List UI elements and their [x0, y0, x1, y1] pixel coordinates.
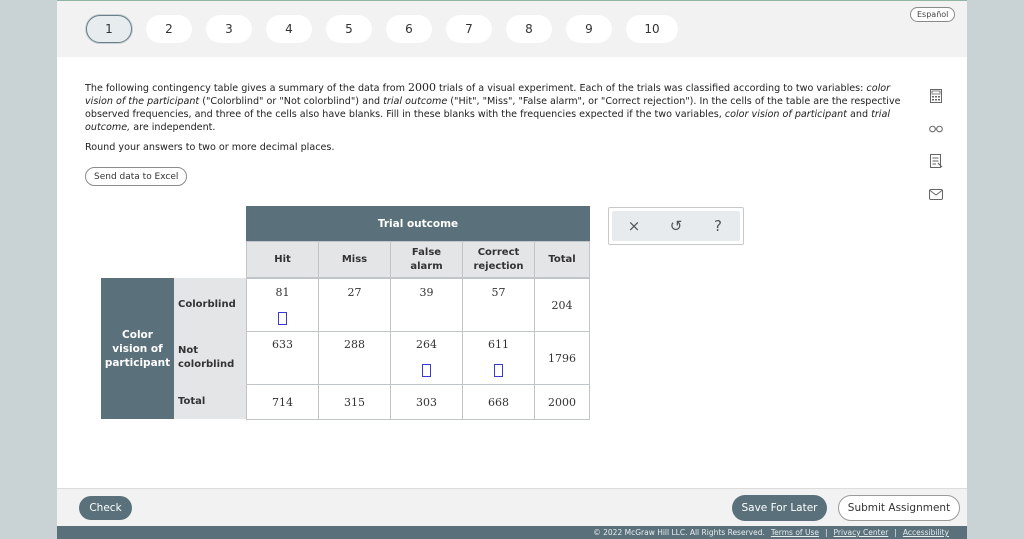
question-2-button[interactable]: 2	[146, 15, 192, 43]
prompt-text-2: trials of a visual experiment. Each of the trials was classified according to two variables:	[435, 83, 867, 94]
calculator-icon[interactable]	[927, 87, 945, 105]
cell-total-miss	[318, 384, 391, 420]
prompt-text-5: and	[846, 109, 872, 120]
observed-value: 27	[347, 286, 362, 299]
mail-icon[interactable]	[927, 185, 945, 203]
cell-not-colorblind-false-alarm	[390, 331, 463, 385]
row-label-not-colorblind-line1: Not	[178, 344, 199, 356]
cell-not-colorblind-hit	[246, 331, 319, 385]
question-8-button[interactable]: 8	[506, 15, 552, 43]
question-10-button[interactable]: 10	[626, 15, 678, 43]
answer-toolbox	[608, 207, 744, 245]
col-header-correct-line1: Correct	[477, 246, 520, 258]
column-total-value: 668	[488, 395, 509, 409]
col-header-miss: Miss	[318, 241, 391, 278]
variable-color-vision-2: color vision of participant	[724, 109, 847, 120]
answer-toolbox-inner	[612, 211, 740, 241]
question-prompt	[85, 81, 905, 134]
bottom-action-bar	[57, 488, 967, 526]
assignment-page	[57, 0, 967, 539]
language-toggle[interactable]: Español	[910, 7, 955, 22]
observed-value: 288	[344, 338, 365, 351]
row-label-total: Total	[174, 384, 246, 419]
col-header-correct-line2: rejection	[473, 260, 524, 272]
copyright-text: © 2022 McGraw Hill LLC. All Rights Reserved.	[593, 528, 765, 537]
variable-color-vision: color vision of the participant	[85, 83, 891, 107]
row-label-not-colorblind-line2: colorblind	[178, 358, 235, 370]
question-nav	[57, 1, 967, 57]
column-total-value: 303	[416, 395, 437, 409]
prompt-text-4: ("Hit", "Miss", "False alarm", or "Correct rejection"). In the cells of the table are the respective observed frequencies, and three of the cells also have blanks. Fill in these blanks with the frequencies expected if the two variables,	[85, 96, 901, 120]
footer-separator: |	[894, 528, 897, 537]
footer-separator: |	[824, 528, 828, 537]
cell-total-hit	[246, 384, 319, 420]
submit-assignment-button[interactable]: Submit Assignment	[838, 495, 960, 521]
color-vision-side-header	[101, 278, 174, 419]
footer	[57, 526, 967, 539]
col-header-hit: Hit	[246, 241, 319, 278]
cell-colorblind-correct-rejection	[462, 278, 535, 332]
row-label-not-colorblind	[174, 331, 246, 384]
trials-count: 2000	[407, 81, 436, 94]
glasses-icon[interactable]	[927, 120, 945, 138]
side-header-line3: participant	[104, 356, 171, 369]
question-9-button[interactable]: 9	[566, 15, 612, 43]
undo-icon[interactable]: ↺	[669, 217, 683, 235]
prompt-text-3: ("Colorblind" or "Not colorblind") and	[199, 96, 384, 107]
cell-colorblind-hit	[246, 278, 319, 332]
question-3-button[interactable]: 3	[206, 15, 252, 43]
clear-icon[interactable]: ×	[627, 217, 641, 235]
cell-colorblind-false-alarm	[390, 278, 463, 332]
expected-frequency-input-not-colorblind-correct-rejection[interactable]	[494, 364, 503, 377]
observed-value: 57	[491, 286, 506, 299]
observed-value: 633	[272, 338, 293, 351]
cell-colorblind-miss	[318, 278, 391, 332]
variable-trial-outcome: trial outcome	[383, 96, 448, 107]
prompt-text-1: The following contingency table gives a summary of the data from	[85, 83, 408, 94]
send-to-excel-button[interactable]: Send data to Excel	[85, 167, 187, 186]
col-header-false-alarm-line1: False	[411, 246, 442, 258]
col-header-false-alarm-line2: alarm	[410, 260, 443, 272]
question-4-button[interactable]: 4	[266, 15, 312, 43]
check-button[interactable]: Check	[79, 496, 132, 520]
cell-not-colorblind-correct-rejection	[462, 331, 535, 385]
row-total-value: 1796	[548, 351, 576, 365]
cell-total-correct-rejection	[462, 384, 535, 420]
col-header-false-alarm	[390, 241, 463, 278]
row-label-colorblind: Colorblind	[174, 278, 246, 331]
col-header-total: Total	[534, 241, 590, 278]
ebook-icon[interactable]	[927, 152, 945, 170]
cell-grand-total	[534, 384, 590, 420]
side-header-line1: Color	[122, 328, 153, 341]
cell-total-false-alarm	[390, 384, 463, 420]
help-icon[interactable]: ?	[714, 217, 722, 235]
question-6-button[interactable]: 6	[386, 15, 432, 43]
column-total-value: 315	[344, 395, 365, 409]
question-5-button[interactable]: 5	[326, 15, 372, 43]
expected-frequency-input-colorblind-hit[interactable]	[278, 312, 287, 325]
question-1-button[interactable]: 1	[86, 15, 132, 43]
question-7-button[interactable]: 7	[446, 15, 492, 43]
observed-value: 611	[488, 338, 509, 351]
footer-links	[593, 528, 949, 537]
variable-trial-outcome-2: trial outcome,	[85, 109, 891, 133]
cell-colorblind-total	[534, 278, 590, 332]
accessibility-link[interactable]: Accessibility	[902, 528, 949, 537]
rounding-instruction: Round your answers to two or more decimal places.	[85, 142, 335, 153]
observed-value: 264	[416, 338, 437, 351]
save-for-later-button[interactable]: Save For Later	[732, 495, 827, 521]
side-header-line2: vision of	[112, 342, 163, 355]
column-total-value: 714	[272, 395, 293, 409]
observed-value: 81	[275, 286, 290, 299]
cell-not-colorblind-total	[534, 331, 590, 385]
expected-frequency-input-not-colorblind-false-alarm[interactable]	[422, 364, 431, 377]
cell-not-colorblind-miss	[318, 331, 391, 385]
privacy-center-link[interactable]: Privacy Center	[833, 528, 889, 537]
terms-of-use-link[interactable]: Terms of Use	[770, 528, 819, 537]
col-header-correct-rejection	[462, 241, 535, 278]
row-total-value: 204	[551, 298, 573, 312]
observed-value: 39	[419, 286, 434, 299]
trial-outcome-header: Trial outcome	[246, 206, 590, 241]
grand-total-value: 2000	[548, 395, 576, 409]
prompt-text-6: are independent.	[130, 122, 216, 133]
